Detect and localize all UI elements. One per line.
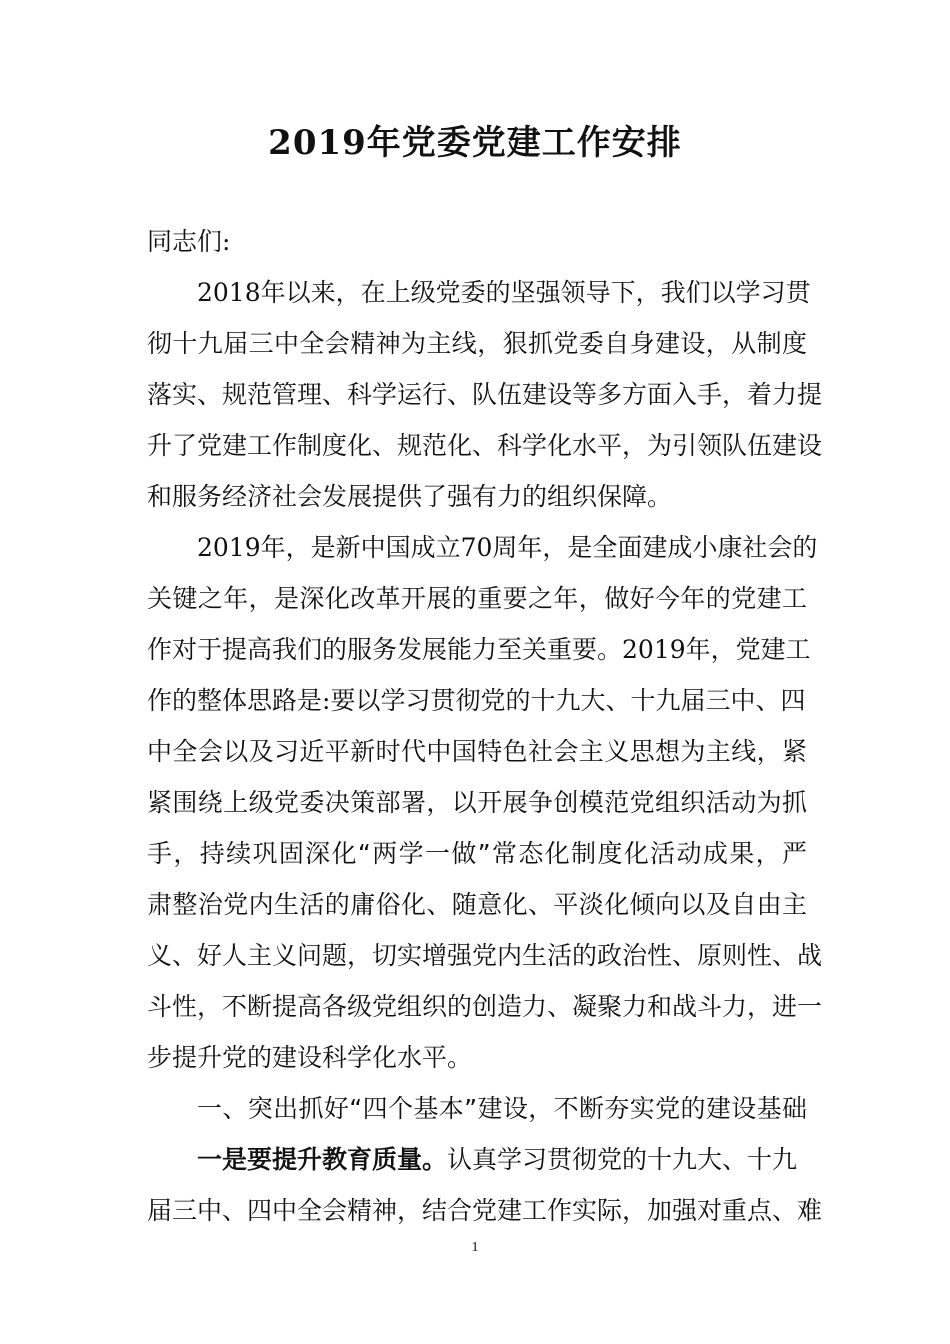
page-number: 1 [471, 1240, 479, 1255]
document-title: 2019年党委党建工作安排 [268, 123, 682, 163]
section-heading: 一、突出抓好“四个基本”建设，不断夯实党的建设基础 [197, 1094, 807, 1123]
paragraph-line: 彻十九届三中全会精神为主线，狠抓党委自身建设，从制度 [147, 329, 807, 358]
paragraph-line [147, 1134, 807, 1185]
paragraph-line: 作对于提高我们的服务发展能力至关重要。2019年，党建工 [147, 635, 811, 664]
paragraph-lead: 一是要提升教育质量。 [197, 1145, 448, 1174]
paragraph-line: 中全会以及习近平新时代中国特色社会主义思想为主线，紧 [147, 737, 807, 766]
paragraph-text: 认真学习贯彻党的十九大、十九 [447, 1145, 798, 1174]
paragraph-line: 和服务经济社会发展提供了强有力的组织保障。 [147, 482, 673, 511]
paragraph-line: 步提升党的建设科学化水平。 [147, 1043, 473, 1072]
paragraph-line: 2019年，是新中国成立70周年，是全面建成小康社会的 [197, 533, 818, 562]
salutation: 同志们: [147, 227, 231, 256]
paragraph-line: 手，持续巩固深化“两学一做”常态化制度化活动成果，严 [147, 839, 807, 868]
paragraph-line: 紧围绕上级党委决策部署，以开展争创模范党组织活动为抓 [147, 788, 807, 817]
paragraph-line: 肃整治党内生活的庸俗化、随意化、平淡化倾向以及自由主 [147, 890, 807, 919]
paragraph-line: 2018年以来，在上级党委的坚强领导下，我们以学习贯 [197, 278, 811, 307]
paragraph-line: 届三中、四中全会精神，结合党建工作实际，加强对重点、难 [147, 1196, 823, 1225]
paragraph-line [147, 675, 807, 726]
paragraph-line: 义、好人主义问题，切实增强党内生活的政治性、原则性、战 [147, 941, 823, 970]
paragraph-line: 关键之年，是深化改革开展的重要之年，做好今年的党建工 [147, 584, 807, 613]
paragraph-text: 作的整体思路是: [147, 686, 331, 715]
paragraph-line: 落实、规范管理、科学运行、队伍建设等多方面入手，着力提 [147, 380, 823, 409]
paragraph-line: 升了党建工作制度化、规范化、科学化水平，为引领队伍建设 [147, 431, 823, 460]
document-body [147, 216, 823, 1236]
paragraph-line: 斗性，不断提高各级党组织的创造力、凝聚力和战斗力，进一 [147, 992, 823, 1021]
paragraph-text-emphasis: 要以学习贯彻党的十九大、十九届三中、四 [330, 686, 806, 715]
